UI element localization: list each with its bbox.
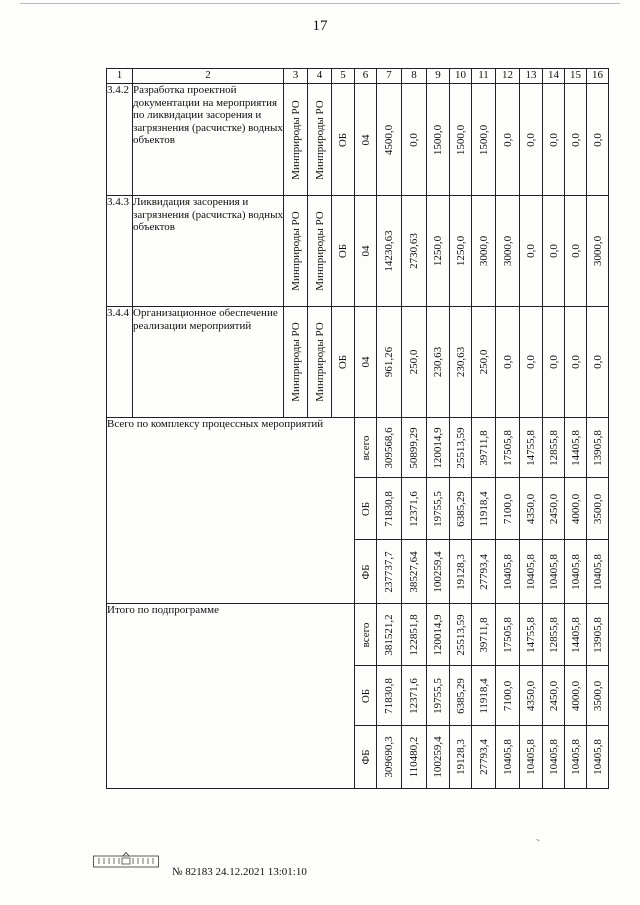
value: 1500,0 (477, 124, 490, 155)
value: 120014,9 (432, 426, 444, 469)
value-cell (377, 196, 402, 307)
source-cell (332, 196, 355, 307)
responsible-executor: Минприроды РО (289, 99, 302, 180)
value-cell (587, 307, 609, 418)
value: 3500,0 (591, 493, 604, 524)
value: 2450,0 (547, 680, 560, 711)
value: 2730,63 (408, 233, 420, 269)
value: 1250,0 (432, 235, 444, 267)
value: 6385,29 (454, 677, 467, 714)
value-cell (496, 478, 520, 540)
participant-cell (308, 84, 332, 196)
value-cell (402, 418, 427, 478)
value: 381521,2 (383, 613, 395, 656)
value: 0,0 (547, 244, 560, 258)
value-cell (427, 307, 450, 418)
value: 1500,0 (432, 124, 444, 155)
col-header: 9 (427, 69, 450, 84)
value: 27793,4 (477, 739, 490, 775)
value: 250,0 (477, 349, 490, 375)
value-cell (472, 196, 496, 307)
value-cell (565, 418, 587, 478)
value-cell (520, 478, 543, 540)
value-cell (543, 604, 565, 666)
measure-title: Разработка проектной документации на мероприятия по ликвидации засорения и загрязнения (расчистке) водных объектов (133, 84, 284, 196)
value-cell (543, 478, 565, 540)
participant: Минприроды РО (313, 322, 326, 402)
value: 10405,8 (547, 739, 560, 775)
responsible-executor: Минприроды РО (289, 322, 302, 402)
value: 12855,8 (547, 429, 560, 466)
value: 10405,8 (591, 739, 604, 775)
total-label: ОБ (359, 688, 372, 703)
value-cell (543, 726, 565, 789)
value-cell (565, 307, 587, 418)
value: 0,0 (569, 244, 582, 258)
value-cell (496, 196, 520, 307)
value: 309690,3 (383, 736, 395, 778)
value: 14755,8 (525, 429, 537, 466)
value: 14230,63 (383, 230, 395, 272)
source-cell (332, 84, 355, 196)
value-cell (402, 196, 427, 307)
value: 1250,0 (454, 235, 467, 267)
value: 0,0 (547, 355, 560, 369)
value: 10405,8 (525, 553, 537, 590)
value: 0,0 (501, 132, 514, 147)
page-number: 17 (312, 18, 328, 34)
value: 10405,8 (569, 739, 582, 775)
value: 27793,4 (477, 553, 490, 590)
total-label-cell (355, 666, 377, 726)
budget-code: 04 (359, 356, 372, 368)
participant-cell (308, 196, 332, 307)
value-cell (520, 307, 543, 418)
value: 110480,2 (408, 736, 420, 778)
participant: Минприроды РО (313, 99, 326, 180)
col-header: 1 (107, 69, 133, 84)
value: 4000,0 (569, 493, 582, 524)
value: 11918,4 (477, 490, 490, 527)
value: 4350,0 (525, 680, 537, 711)
value-cell (472, 726, 496, 789)
measure-title: Ликвидация засорения и загрязнения (расчистка) водных объектов (133, 196, 284, 307)
col-header: 13 (520, 69, 543, 84)
value-cell (587, 196, 609, 307)
value: 0,0 (525, 244, 537, 258)
funding-source: ОБ (337, 132, 349, 147)
value-cell (450, 478, 472, 540)
col-header: 3 (284, 69, 308, 84)
value: 38527,64 (408, 550, 420, 593)
value-cell (427, 84, 450, 196)
value: 11918,4 (477, 677, 490, 714)
value-cell (402, 84, 427, 196)
participant: Минприроды РО (313, 211, 326, 291)
participant-cell (308, 307, 332, 418)
value-cell (472, 84, 496, 196)
value: 309568,6 (383, 426, 395, 469)
measure-row (107, 307, 609, 418)
value-cell (377, 726, 402, 789)
total-title: Итого по подпрограмме (107, 604, 355, 789)
col-header: 6 (355, 69, 377, 84)
value-cell (520, 540, 543, 604)
total-label: ОБ (359, 501, 372, 516)
value-cell (377, 418, 402, 478)
code-cell (355, 307, 377, 418)
col-header: 5 (332, 69, 355, 84)
value-cell (377, 540, 402, 604)
col-header: 16 (587, 69, 609, 84)
value: 0,0 (591, 132, 604, 147)
value-cell (402, 307, 427, 418)
source-cell (332, 307, 355, 418)
value: 100259,4 (432, 550, 444, 593)
value-cell (496, 604, 520, 666)
value-cell (377, 604, 402, 666)
measure-row (107, 196, 609, 307)
scan-top-edge (20, 3, 620, 4)
value: 12855,8 (547, 616, 560, 653)
measure-number: 3.4.3 (107, 196, 133, 307)
value-cell (450, 307, 472, 418)
value: 3000,0 (501, 235, 514, 267)
value-cell (543, 196, 565, 307)
value: 14755,8 (525, 616, 537, 653)
value-cell (587, 604, 609, 666)
value: 12371,6 (408, 677, 420, 714)
col-header: 11 (472, 69, 496, 84)
value-cell (427, 666, 450, 726)
value: 230,63 (454, 346, 467, 378)
col-header: 8 (402, 69, 427, 84)
government-stamp-logo (93, 852, 159, 870)
col-header: 10 (450, 69, 472, 84)
responsible-cell (284, 196, 308, 307)
total-label: всего (359, 435, 372, 460)
value-cell (377, 84, 402, 196)
value: 3500,0 (591, 680, 604, 711)
value-cell (565, 726, 587, 789)
value: 0,0 (569, 355, 582, 369)
value: 0,0 (547, 132, 560, 147)
value-cell (543, 84, 565, 196)
total-label-cell (355, 540, 377, 604)
value: 14405,8 (569, 429, 582, 466)
value-cell (520, 84, 543, 196)
value: 7100,0 (501, 680, 514, 711)
funding-source: ОБ (337, 243, 349, 259)
value: 122851,8 (408, 613, 420, 656)
budget-code: 04 (359, 134, 372, 145)
value-cell (565, 604, 587, 666)
value-cell (377, 307, 402, 418)
value: 14405,8 (569, 616, 582, 653)
value-cell (520, 666, 543, 726)
value-cell (565, 84, 587, 196)
value: 10405,8 (547, 553, 560, 590)
value: 0,0 (591, 355, 604, 369)
total-label: ФБ (359, 749, 372, 765)
value-cell (587, 418, 609, 478)
value: 19128,3 (454, 739, 467, 775)
document-registration: № 82183 24.12.2021 13:01:10 (172, 866, 307, 878)
col-header: 7 (377, 69, 402, 84)
value: 71830,8 (383, 677, 395, 714)
value: 237737,7 (383, 550, 395, 593)
total-row (107, 418, 609, 478)
value-cell (402, 604, 427, 666)
col-header: 15 (565, 69, 587, 84)
value: 7100,0 (501, 493, 514, 524)
value-cell (496, 666, 520, 726)
col-header: 12 (496, 69, 520, 84)
value-cell (450, 666, 472, 726)
value: 4000,0 (569, 680, 582, 711)
col-header: 14 (543, 69, 565, 84)
value-cell (450, 540, 472, 604)
scan-artifact: ˜ (533, 837, 541, 850)
value: 39711,8 (477, 616, 490, 653)
value: 230,63 (432, 346, 444, 378)
code-cell (355, 196, 377, 307)
value-cell (472, 666, 496, 726)
value-cell (496, 540, 520, 604)
value-cell (496, 84, 520, 196)
value-cell (427, 418, 450, 478)
value-cell (587, 84, 609, 196)
value: 13905,8 (591, 429, 604, 466)
value-cell (450, 604, 472, 666)
value-cell (520, 604, 543, 666)
value-cell (450, 418, 472, 478)
value-cell (427, 726, 450, 789)
value: 6385,29 (454, 490, 467, 527)
value: 120014,9 (432, 613, 444, 656)
value-cell (472, 604, 496, 666)
value: 0,0 (525, 132, 537, 147)
total-label: всего (359, 622, 372, 647)
header-row (107, 69, 609, 84)
value-cell (496, 418, 520, 478)
value: 19755,5 (432, 677, 444, 714)
value-cell (543, 540, 565, 604)
measure-title: Организационное обеспечение реализации мероприятий (133, 307, 284, 418)
value-cell (450, 196, 472, 307)
total-row (107, 604, 609, 666)
value-cell (402, 478, 427, 540)
value: 10405,8 (569, 553, 582, 590)
funding-source: ОБ (337, 354, 349, 370)
value: 10405,8 (501, 739, 514, 775)
value-cell (450, 726, 472, 789)
value-cell (402, 540, 427, 604)
value-cell (520, 726, 543, 789)
value-cell (587, 478, 609, 540)
value: 2450,0 (547, 493, 560, 524)
value-cell (565, 196, 587, 307)
value-cell (472, 307, 496, 418)
value-cell (427, 604, 450, 666)
value-cell (543, 666, 565, 726)
measure-number: 3.4.4 (107, 307, 133, 418)
value-cell (496, 726, 520, 789)
value: 39711,8 (477, 429, 490, 466)
value-cell (520, 418, 543, 478)
value: 25513,59 (454, 613, 467, 656)
responsible-cell (284, 84, 308, 196)
total-label: ФБ (359, 563, 372, 580)
value-cell (402, 726, 427, 789)
value-cell (427, 196, 450, 307)
value-cell (565, 540, 587, 604)
value: 0,0 (501, 355, 514, 369)
value: 19128,3 (454, 553, 467, 590)
code-cell (355, 84, 377, 196)
value: 250,0 (408, 349, 420, 375)
value: 961,26 (383, 346, 395, 378)
value: 50899,29 (408, 426, 420, 469)
value: 13905,8 (591, 616, 604, 653)
value-cell (543, 307, 565, 418)
value-cell (565, 666, 587, 726)
total-label-cell (355, 726, 377, 789)
value-cell (402, 666, 427, 726)
value: 10405,8 (501, 553, 514, 590)
value: 0,0 (408, 132, 420, 147)
measure-number: 3.4.2 (107, 84, 133, 196)
value: 3000,0 (591, 235, 604, 267)
value-cell (377, 666, 402, 726)
value-cell (377, 478, 402, 540)
total-label-cell (355, 478, 377, 540)
value: 3000,0 (477, 235, 490, 267)
value: 19755,5 (432, 490, 444, 527)
value-cell (450, 84, 472, 196)
value-cell (587, 726, 609, 789)
col-header: 4 (308, 69, 332, 84)
value: 100259,4 (432, 736, 444, 778)
value: 17505,8 (501, 429, 514, 466)
responsible-executor: Минприроды РО (289, 211, 302, 291)
value: 4500,0 (383, 124, 395, 155)
value-cell (472, 540, 496, 604)
value-cell (472, 478, 496, 540)
value-cell (587, 540, 609, 604)
value: 12371,6 (408, 490, 420, 527)
value: 25513,59 (454, 426, 467, 469)
value-cell (427, 540, 450, 604)
value: 4350,0 (525, 493, 537, 524)
budget-code: 04 (359, 245, 372, 257)
value: 17505,8 (501, 616, 514, 653)
measure-row (107, 84, 609, 196)
responsible-cell (284, 307, 308, 418)
value-cell (587, 666, 609, 726)
value-cell (496, 307, 520, 418)
value: 71830,8 (383, 490, 395, 527)
value-cell (427, 478, 450, 540)
value: 10405,8 (525, 739, 537, 775)
value: 10405,8 (591, 553, 604, 590)
budget-table (106, 68, 609, 789)
value-cell (565, 478, 587, 540)
value: 0,0 (525, 355, 537, 369)
value: 0,0 (569, 132, 582, 147)
value-cell (543, 418, 565, 478)
total-label-cell (355, 418, 377, 478)
value-cell (472, 418, 496, 478)
value: 1500,0 (454, 124, 467, 155)
total-title: Всего по комплексу процессных мероприятий (107, 418, 355, 604)
total-label-cell (355, 604, 377, 666)
value-cell (520, 196, 543, 307)
col-header: 2 (133, 69, 284, 84)
